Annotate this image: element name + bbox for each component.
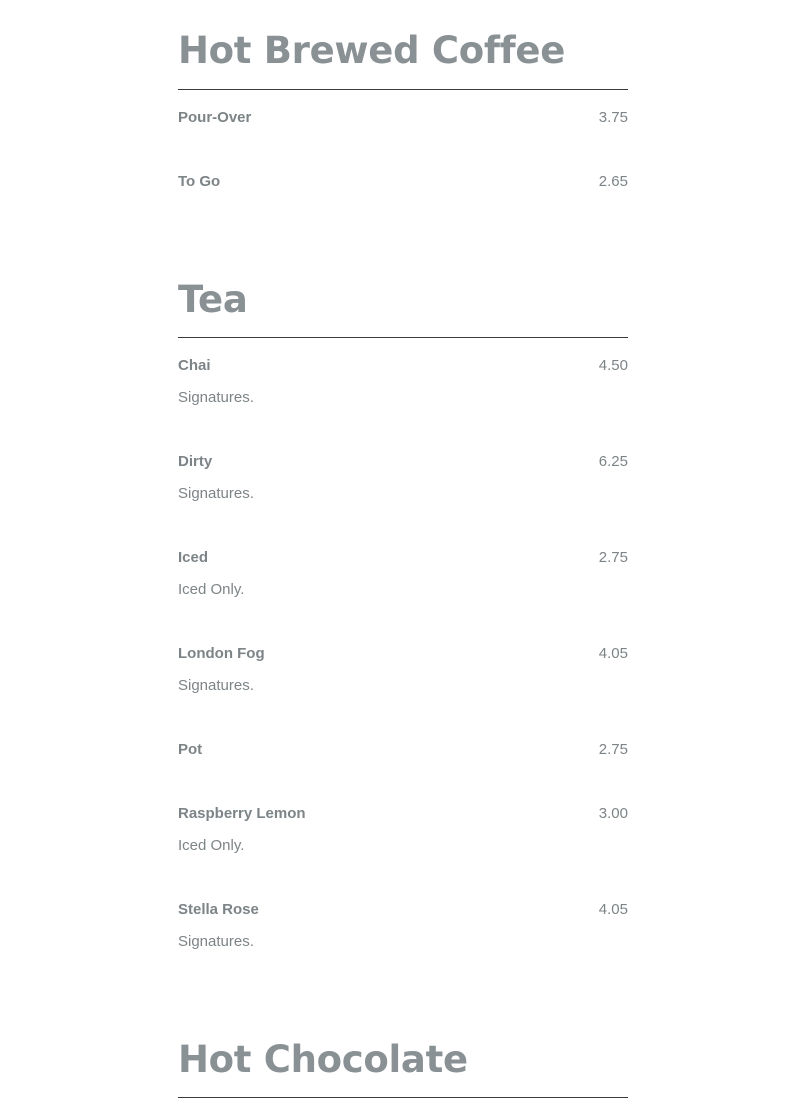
menu-item-price: 4.05 (598, 901, 628, 918)
menu-section-tea (178, 278, 628, 950)
section-divider (178, 1097, 628, 1098)
menu-section-hot-brewed-coffee (178, 29, 628, 190)
menu-item (178, 107, 628, 129)
menu-item (178, 899, 628, 953)
menu-item-name: Pour-Over (178, 109, 252, 126)
menu-item (178, 171, 628, 193)
menu-item-name: Iced (178, 549, 209, 566)
menu-item-price: 3.00 (598, 805, 628, 822)
menu-item-description: Signatures. (178, 389, 254, 406)
menu-item (178, 355, 628, 409)
menu-item-description: Signatures. (178, 677, 254, 694)
menu-item-name: Raspberry Lemon (178, 805, 306, 822)
menu-item-price: 4.05 (598, 645, 628, 662)
menu-item-name: Pot (178, 741, 203, 758)
menu-item-price: 2.75 (598, 549, 628, 566)
menu-item-price: 3.75 (598, 109, 628, 126)
section-title: Tea (178, 278, 248, 321)
section-divider (178, 89, 628, 90)
menu-item-name: Chai (178, 357, 211, 374)
section-divider (178, 337, 628, 338)
menu-item (178, 643, 628, 697)
menu-item-name: Dirty (178, 453, 213, 470)
menu-item-price: 4.50 (598, 357, 628, 374)
menu-item-description: Iced Only. (178, 581, 245, 598)
menu-item-description: Signatures. (178, 933, 254, 950)
menu-item-name: To Go (178, 173, 221, 190)
menu-item (178, 451, 628, 505)
menu-section-hot-chocolate (178, 1038, 628, 1098)
menu-item-price: 6.25 (598, 453, 628, 470)
menu-item-name: Stella Rose (178, 901, 259, 918)
section-title: Hot Brewed Coffee (178, 29, 565, 72)
menu-item (178, 739, 628, 761)
menu-item (178, 803, 628, 857)
menu-item-name: London Fog (178, 645, 265, 662)
menu-item-price: 2.65 (598, 173, 628, 190)
menu-item (178, 547, 628, 601)
section-title: Hot Chocolate (178, 1038, 468, 1081)
menu-item-description: Signatures. (178, 485, 254, 502)
menu-item-price: 2.75 (598, 741, 628, 758)
menu-item-description: Iced Only. (178, 837, 245, 854)
